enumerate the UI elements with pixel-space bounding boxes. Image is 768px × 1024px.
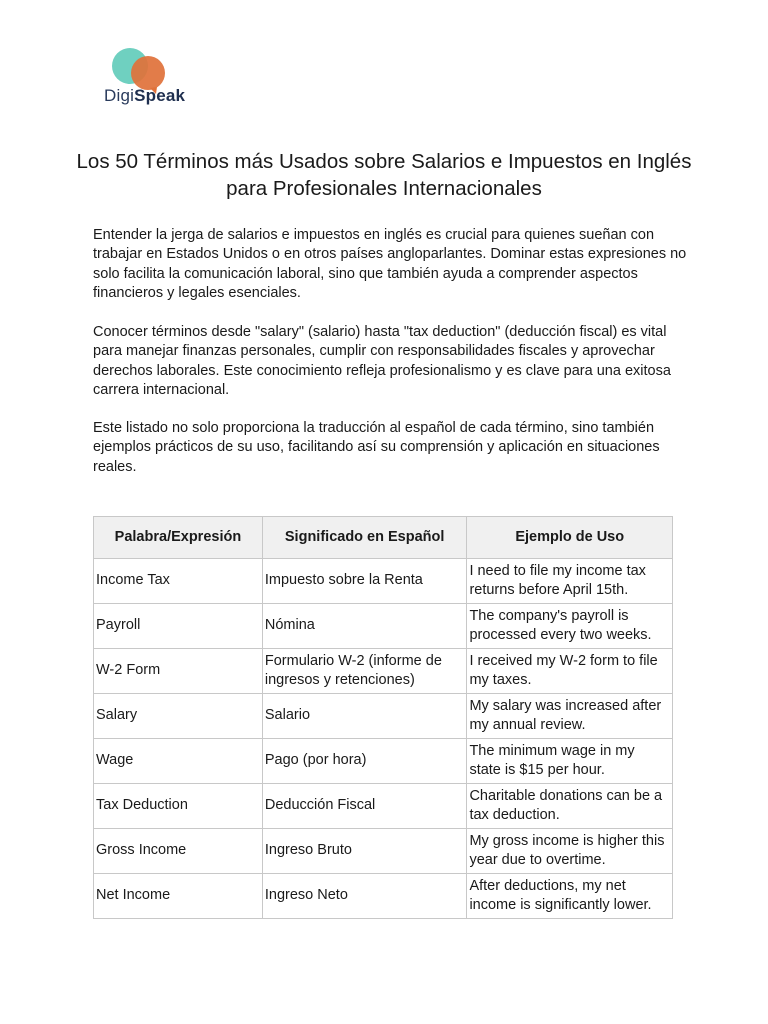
header-term: Palabra/Expresión — [94, 517, 263, 559]
intro-paragraph-2: Conocer términos desde "salary" (salario) hasta "tax deduction" (deducción fiscal) es vital para manejar finanzas personales, cumplir con responsabilidades fiscales y aprovechar derechos laborales. Este conocimiento refleja profesionalismo y es clave para una exitosa carrera internacional. — [93, 324, 671, 398]
meaning-cell: Pago (por hora) — [262, 739, 467, 784]
table-row — [94, 829, 673, 874]
term-cell: Gross Income — [94, 829, 263, 874]
table-row — [94, 649, 673, 694]
meaning-cell: Formulario W-2 (informe de ingresos y retenciones) — [262, 649, 467, 694]
page-title: Los 50 Términos más Usados sobre Salarios e Impuestos en Inglés para Profesionales Internacionales — [76, 150, 692, 200]
term-cell: Income Tax — [94, 559, 263, 604]
term-cell: Wage — [94, 739, 263, 784]
meaning-cell: Ingreso Neto — [262, 874, 467, 919]
meaning-cell: Impuesto sobre la Renta — [262, 559, 467, 604]
term-cell: Net Income — [94, 874, 263, 919]
table-row — [94, 874, 673, 919]
meaning-cell: Salario — [262, 694, 467, 739]
meaning-cell: Deducción Fiscal — [262, 784, 467, 829]
digispeak-logo — [104, 46, 184, 110]
table-row — [94, 604, 673, 649]
example-cell: The minimum wage in my state is $15 per hour. — [467, 739, 673, 784]
example-cell: Charitable donations can be a tax deduction. — [467, 784, 673, 829]
logo-text-speak: Speak — [134, 86, 186, 105]
example-cell: After deductions, my net income is significantly lower. — [467, 874, 673, 919]
meaning-cell: Ingreso Bruto — [262, 829, 467, 874]
example-cell: I need to file my income tax returns before April 15th. — [467, 559, 673, 604]
example-cell: My gross income is higher this year due to overtime. — [467, 829, 673, 874]
term-cell: Tax Deduction — [94, 784, 263, 829]
terms-table — [93, 516, 673, 919]
table-row — [94, 559, 673, 604]
logo-text-digi: Digi — [104, 86, 135, 105]
logo-wordmark — [104, 86, 185, 106]
example-cell: The company's payroll is processed every two weeks. — [467, 604, 673, 649]
table-row — [94, 784, 673, 829]
term-cell: Salary — [94, 694, 263, 739]
intro-paragraph-1: Entender la jerga de salarios e impuestos en inglés es crucial para quienes sueñan con trabajar en Estados Unidos o en otros países angloparlantes. Dominar estas expresiones no solo facilita la comunicación laboral, sino que también ayuda a comprender aspectos financieros y legales esenciales. — [93, 227, 687, 301]
header-example: Ejemplo de Uso — [467, 517, 673, 559]
term-cell: Payroll — [94, 604, 263, 649]
intro-paragraph-3: Este listado no solo proporciona la traducción al español de cada término, sino también ejemplos prácticos de su uso, facilitando así su comprensión y aplicación en situaciones reales. — [93, 420, 660, 475]
table-header-row — [94, 517, 673, 559]
term-cell: W-2 Form — [94, 649, 263, 694]
table-row — [94, 739, 673, 784]
example-cell: My salary was increased after my annual review. — [467, 694, 673, 739]
header-meaning: Significado en Español — [262, 517, 467, 559]
meaning-cell: Nómina — [262, 604, 467, 649]
example-cell: I received my W-2 form to file my taxes. — [467, 649, 673, 694]
table-row — [94, 694, 673, 739]
